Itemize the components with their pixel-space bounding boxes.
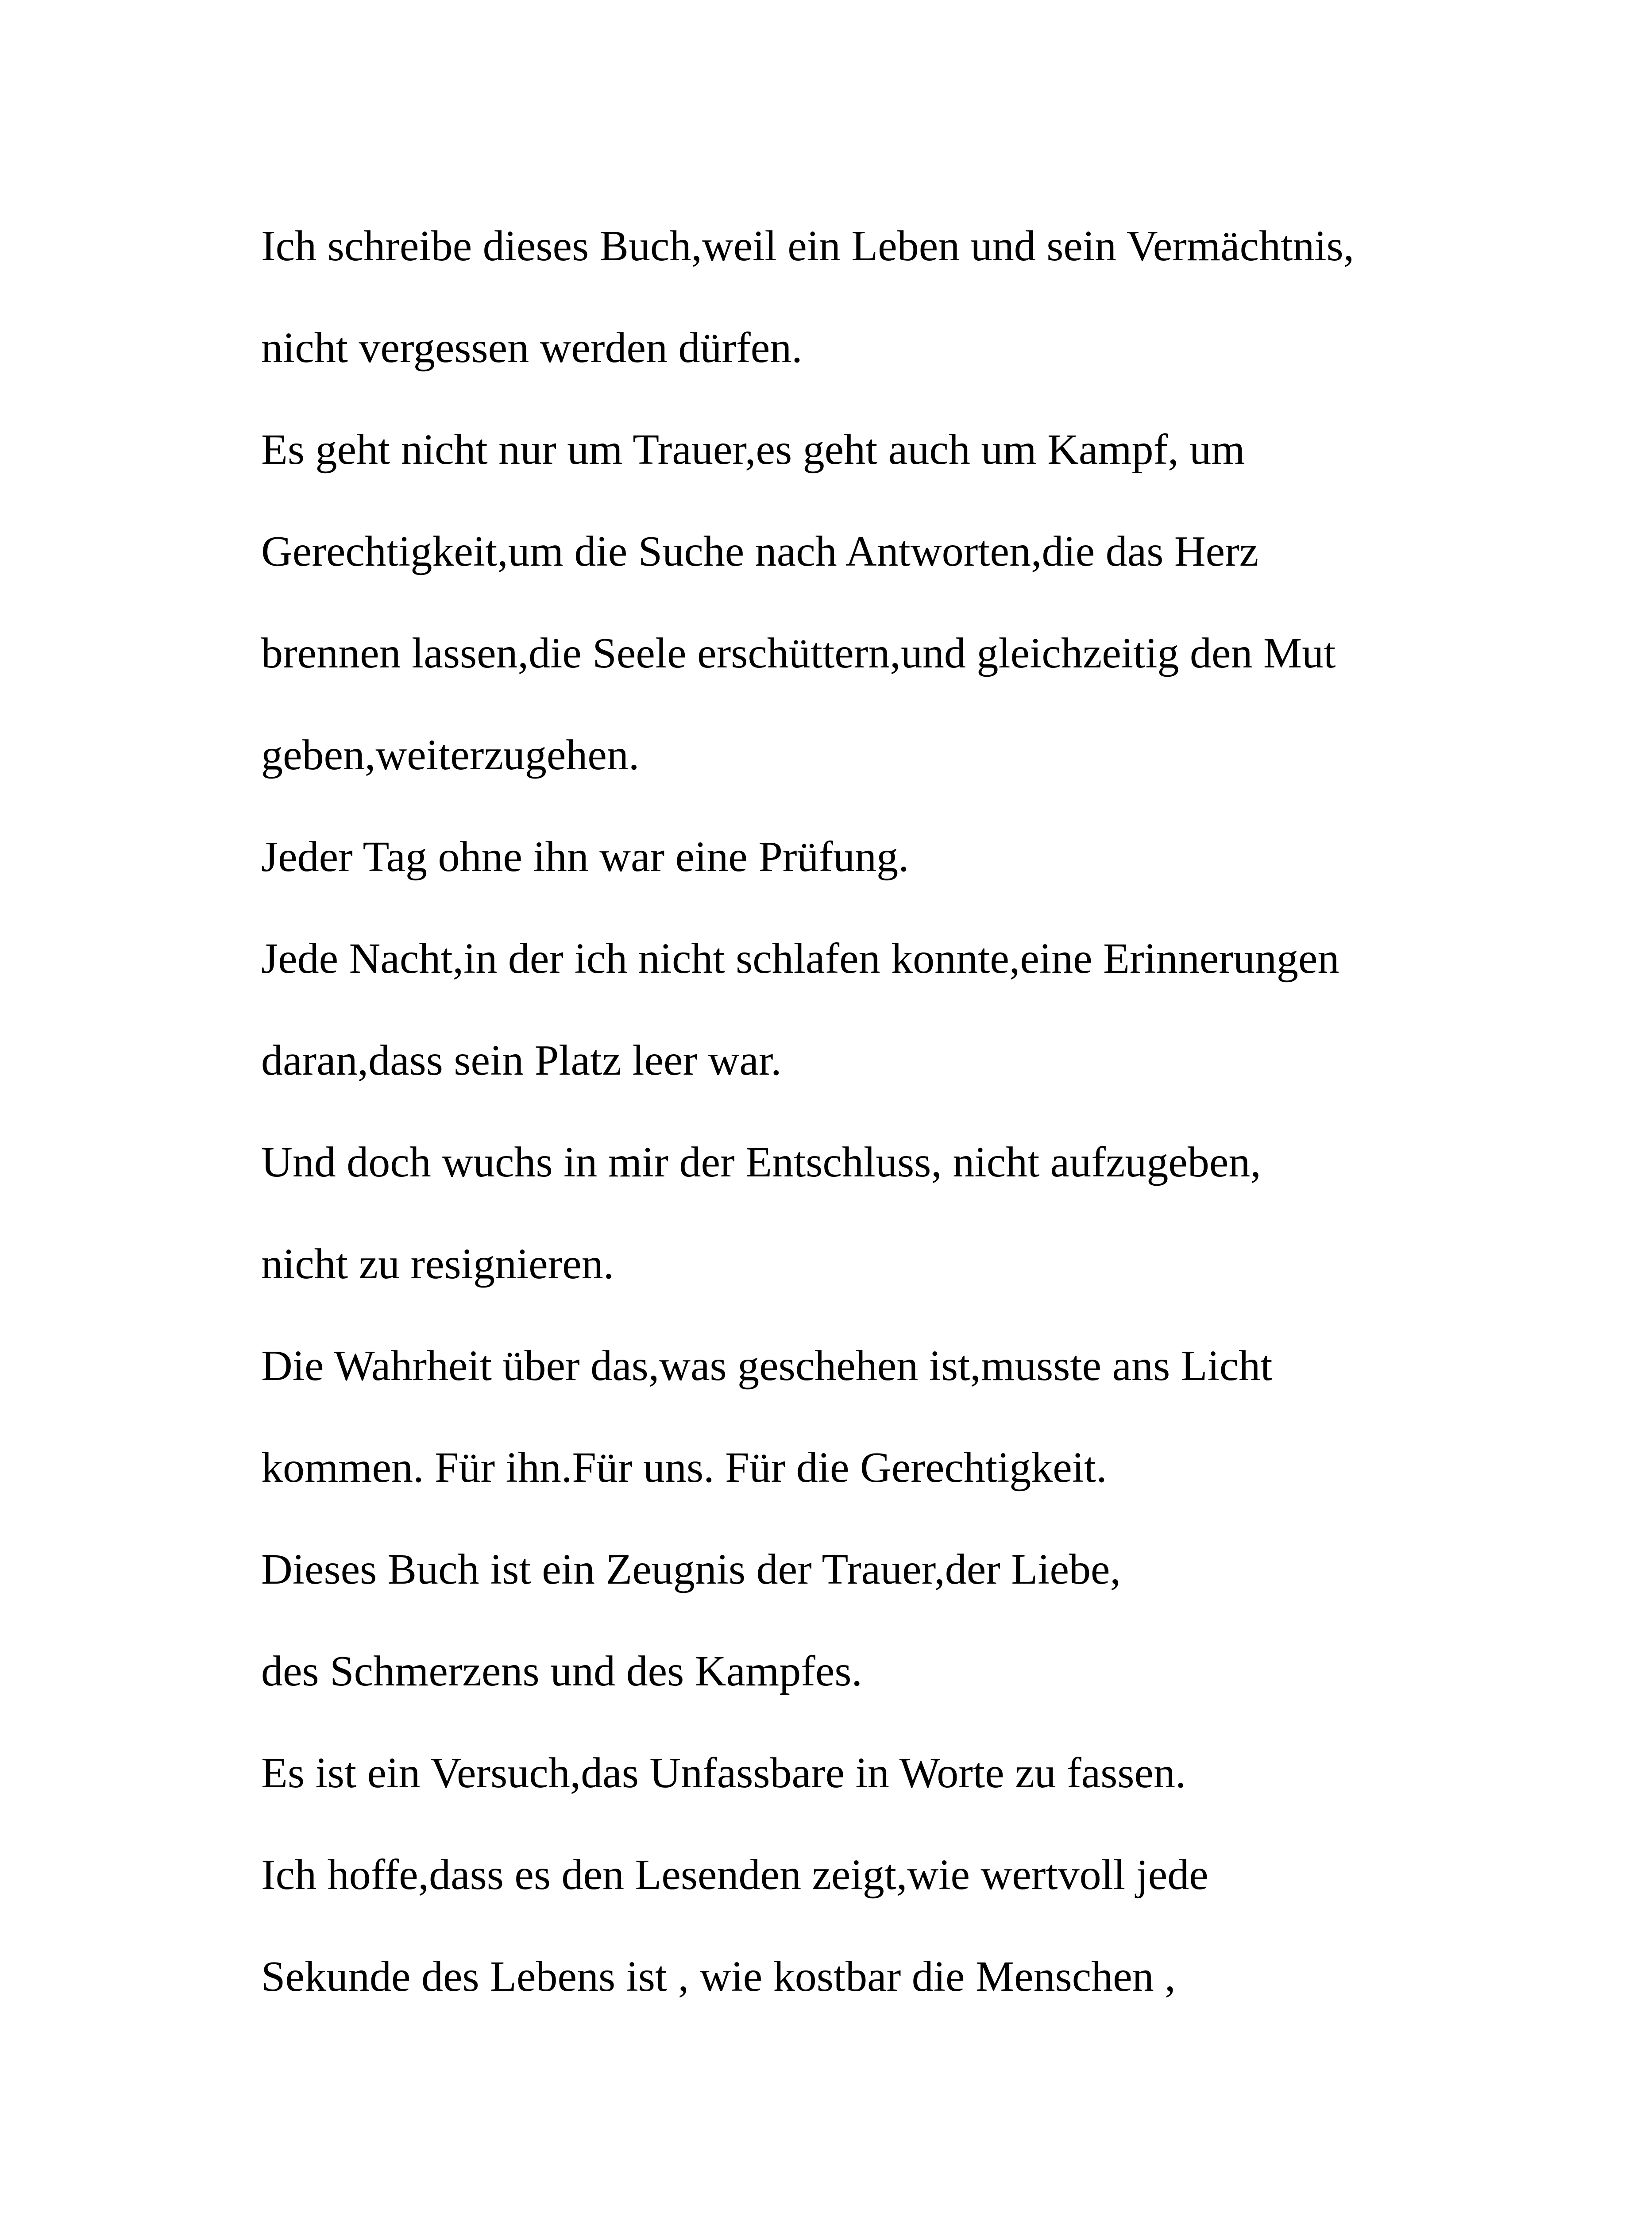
text-line: Ich hoffe,dass es den Lesenden zeigt,wie wertvoll jede xyxy=(261,1851,1208,1899)
text-line: Ich schreibe dieses Buch,weil ein Leben und sein Vermächtnis, xyxy=(261,222,1355,270)
text-line: geben,weiterzugehen. xyxy=(261,731,640,779)
text-line: Gerechtigkeit,um die Suche nach Antworten,die das Herz xyxy=(261,528,1259,575)
body-text xyxy=(261,195,1589,2028)
text-line: Jeder Tag ohne ihn war eine Prüfung. xyxy=(261,833,909,881)
text-line: Die Wahrheit über das,was geschehen ist,musste ans Licht xyxy=(261,1342,1273,1390)
text-line: des Schmerzens und des Kampfes. xyxy=(261,1647,863,1695)
text-line: brennen lassen,die Seele erschüttern,und gleichzeitig den Mut xyxy=(261,629,1336,677)
text-line: Dieses Buch ist ein Zeugnis der Trauer,der Liebe, xyxy=(261,1546,1121,1593)
text-line: kommen. Für ihn.Für uns. Für die Gerechtigkeit. xyxy=(261,1444,1107,1492)
text-line: Jede Nacht,in der ich nicht schlafen konnte,eine Erinnerungen xyxy=(261,935,1339,983)
text-line: Sekunde des Lebens ist , wie kostbar die Menschen , xyxy=(261,1953,1176,2001)
text-line: Es ist ein Versuch,das Unfassbare in Worte zu fassen. xyxy=(261,1749,1186,1797)
text-line: Und doch wuchs in mir der Entschluss, nicht aufzugeben, xyxy=(261,1138,1261,1186)
text-line: Es geht nicht nur um Trauer,es geht auch um Kampf, um xyxy=(261,426,1245,474)
text-line: nicht zu resignieren. xyxy=(261,1240,614,1288)
text-line: daran,dass sein Platz leer war. xyxy=(261,1037,782,1084)
text-line: nicht vergessen werden dürfen. xyxy=(261,324,803,372)
